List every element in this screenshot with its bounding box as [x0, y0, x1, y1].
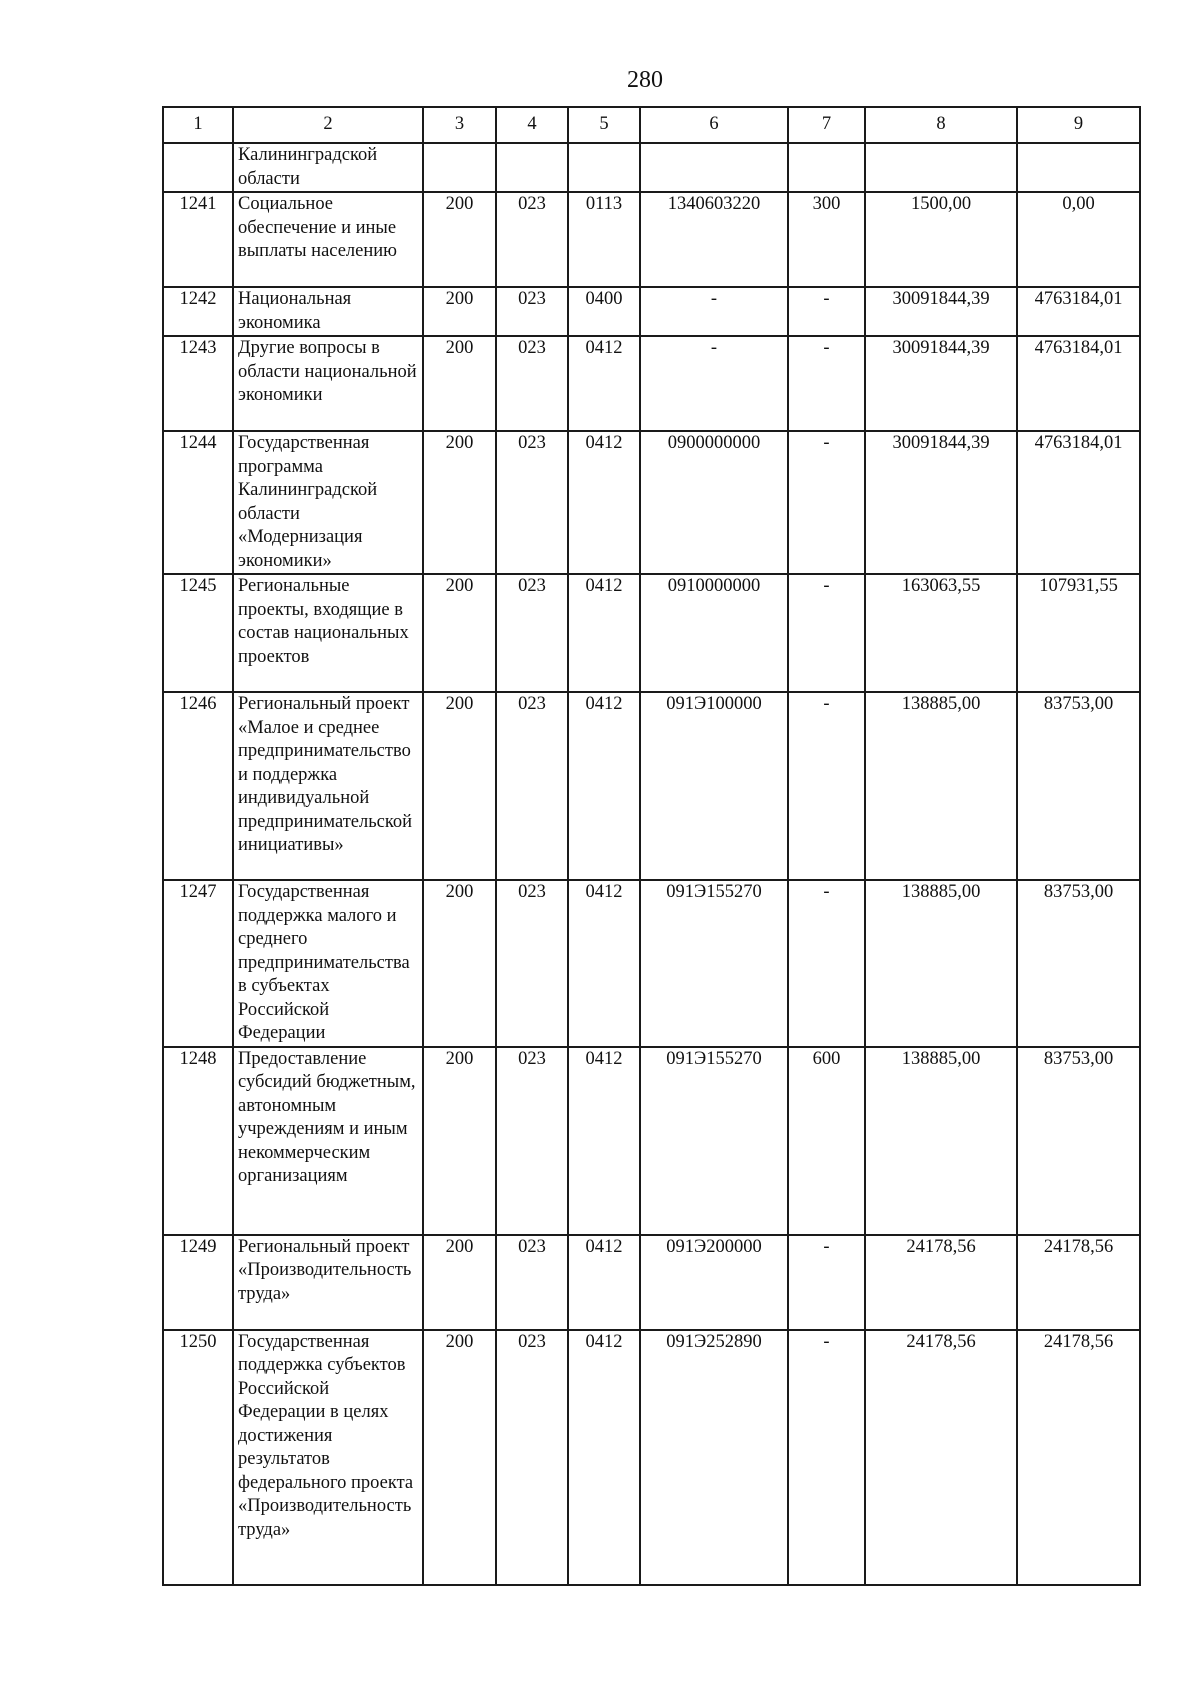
- cell-col3: 200: [423, 880, 496, 1047]
- budget-table: [162, 106, 1141, 1586]
- cell-col8: 24178,56: [865, 1330, 1017, 1585]
- cell-col5: 0412: [568, 1047, 640, 1235]
- cell-col8: 138885,00: [865, 1047, 1017, 1235]
- cell-col9: 24178,56: [1017, 1330, 1140, 1585]
- cell-col8: 30091844,39: [865, 287, 1017, 336]
- row-name: Региональные проекты, входящие в состав национальных проектов: [233, 574, 423, 692]
- row-number: 1248: [163, 1047, 233, 1235]
- row-number: 1245: [163, 574, 233, 692]
- row-name: Другие вопросы в области национальной экономики: [233, 336, 423, 431]
- cell-col5: [568, 143, 640, 192]
- row-number: 1242: [163, 287, 233, 336]
- cell-col4: 023: [496, 1047, 568, 1235]
- cell-col3: 200: [423, 287, 496, 336]
- header-cell-7: 7: [788, 107, 865, 143]
- cell-col7: 600: [788, 1047, 865, 1235]
- row-number: 1249: [163, 1235, 233, 1330]
- cell-col5: 0412: [568, 1330, 640, 1585]
- table-row: [163, 880, 1140, 1047]
- cell-col3: 200: [423, 336, 496, 431]
- header-cell-5: 5: [568, 107, 640, 143]
- cell-col7: -: [788, 692, 865, 880]
- cell-col7: -: [788, 1235, 865, 1330]
- cell-col8: 138885,00: [865, 880, 1017, 1047]
- cell-col5: 0412: [568, 692, 640, 880]
- cell-col3: 200: [423, 431, 496, 574]
- cell-col5: 0412: [568, 880, 640, 1047]
- row-number: 1250: [163, 1330, 233, 1585]
- table-row: [163, 431, 1140, 574]
- row-name: Государственная поддержка субъектов Российской Федерации в целях достижения результатов федерального проекта «Производительность труда»: [233, 1330, 423, 1585]
- cell-col8: [865, 143, 1017, 192]
- cell-col8: 163063,55: [865, 574, 1017, 692]
- cell-col4: 023: [496, 1330, 568, 1585]
- table-row: [163, 192, 1140, 287]
- cell-col4: 023: [496, 431, 568, 574]
- row-number: 1246: [163, 692, 233, 880]
- row-name: Национальная экономика: [233, 287, 423, 336]
- table-row: [163, 1330, 1140, 1585]
- row-number: 1247: [163, 880, 233, 1047]
- cell-col4: 023: [496, 880, 568, 1047]
- cell-col6: 0910000000: [640, 574, 788, 692]
- table-row: [163, 1235, 1140, 1330]
- cell-col4: 023: [496, 287, 568, 336]
- cell-col4: 023: [496, 192, 568, 287]
- cell-col3: 200: [423, 192, 496, 287]
- cell-col5: 0412: [568, 574, 640, 692]
- cell-col8: 30091844,39: [865, 431, 1017, 574]
- cell-col6: 091Э100000: [640, 692, 788, 880]
- header-row: [163, 107, 1140, 143]
- cell-col3: 200: [423, 1235, 496, 1330]
- cell-col5: 0113: [568, 192, 640, 287]
- row-number: 1244: [163, 431, 233, 574]
- cell-col7: -: [788, 574, 865, 692]
- cell-col9: 4763184,01: [1017, 287, 1140, 336]
- row-name: Государственная поддержка малого и среднего предпринимательства в субъектах Российской Федерации: [233, 880, 423, 1047]
- table-row: [163, 336, 1140, 431]
- row-name: Региональный проект «Малое и среднее предпринимательство и поддержка индивидуальной предпринимательской инициативы»: [233, 692, 423, 880]
- cell-col9: 107931,55: [1017, 574, 1140, 692]
- cell-col9: 83753,00: [1017, 880, 1140, 1047]
- cell-col8: 30091844,39: [865, 336, 1017, 431]
- cell-col6: 091Э200000: [640, 1235, 788, 1330]
- cell-col6: -: [640, 336, 788, 431]
- row-name: Калининградской области: [233, 143, 423, 192]
- header-cell-8: 8: [865, 107, 1017, 143]
- cell-col9: 24178,56: [1017, 1235, 1140, 1330]
- row-name: Региональный проект «Производительность труда»: [233, 1235, 423, 1330]
- cell-col3: 200: [423, 1047, 496, 1235]
- row-name: Государственная программа Калининградской области «Модернизация экономики»: [233, 431, 423, 574]
- page-number: 280: [627, 67, 663, 93]
- cell-col6: 091Э155270: [640, 1047, 788, 1235]
- cell-col7: -: [788, 880, 865, 1047]
- cell-col4: 023: [496, 1235, 568, 1330]
- cell-col4: 023: [496, 336, 568, 431]
- cell-col8: 138885,00: [865, 692, 1017, 880]
- cell-col3: 200: [423, 1330, 496, 1585]
- table-row: [163, 287, 1140, 336]
- row-number: 1241: [163, 192, 233, 287]
- header-cell-2: 2: [233, 107, 423, 143]
- header-cell-1: 1: [163, 107, 233, 143]
- header-cell-4: 4: [496, 107, 568, 143]
- header-cell-9: 9: [1017, 107, 1140, 143]
- row-number: 1243: [163, 336, 233, 431]
- cell-col7: -: [788, 287, 865, 336]
- cell-col6: 091Э252890: [640, 1330, 788, 1585]
- cell-col3: [423, 143, 496, 192]
- cell-col9: 83753,00: [1017, 1047, 1140, 1235]
- cell-col7: [788, 143, 865, 192]
- cell-col4: 023: [496, 574, 568, 692]
- row-number: [163, 143, 233, 192]
- cell-col7: -: [788, 336, 865, 431]
- cell-col9: [1017, 143, 1140, 192]
- cell-col5: 0412: [568, 1235, 640, 1330]
- cell-col7: -: [788, 431, 865, 574]
- cell-col7: -: [788, 1330, 865, 1585]
- cell-col8: 24178,56: [865, 1235, 1017, 1330]
- cell-col5: 0412: [568, 336, 640, 431]
- cell-col9: 0,00: [1017, 192, 1140, 287]
- cell-col9: 4763184,01: [1017, 431, 1140, 574]
- cell-col6: -: [640, 287, 788, 336]
- table-row: [163, 1047, 1140, 1235]
- table-header: [163, 107, 1140, 143]
- header-cell-3: 3: [423, 107, 496, 143]
- table-row: [163, 692, 1140, 880]
- cell-col9: 83753,00: [1017, 692, 1140, 880]
- cell-col4: [496, 143, 568, 192]
- cell-col8: 1500,00: [865, 192, 1017, 287]
- cell-col6: 1340603220: [640, 192, 788, 287]
- row-name: Социальное обеспечение и иные выплаты населению: [233, 192, 423, 287]
- row-name: Предоставление субсидий бюджетным, автономным учреждениям и иным некоммерческим организациям: [233, 1047, 423, 1235]
- cell-col4: 023: [496, 692, 568, 880]
- cell-col6: 0900000000: [640, 431, 788, 574]
- cell-col5: 0412: [568, 431, 640, 574]
- cell-col7: 300: [788, 192, 865, 287]
- header-cell-6: 6: [640, 107, 788, 143]
- table-row: [163, 574, 1140, 692]
- table-body: [163, 143, 1140, 1585]
- cell-col3: 200: [423, 574, 496, 692]
- cell-col6: 091Э155270: [640, 880, 788, 1047]
- cell-col5: 0400: [568, 287, 640, 336]
- table-row: [163, 143, 1140, 192]
- cell-col9: 4763184,01: [1017, 336, 1140, 431]
- cell-col3: 200: [423, 692, 496, 880]
- cell-col6: [640, 143, 788, 192]
